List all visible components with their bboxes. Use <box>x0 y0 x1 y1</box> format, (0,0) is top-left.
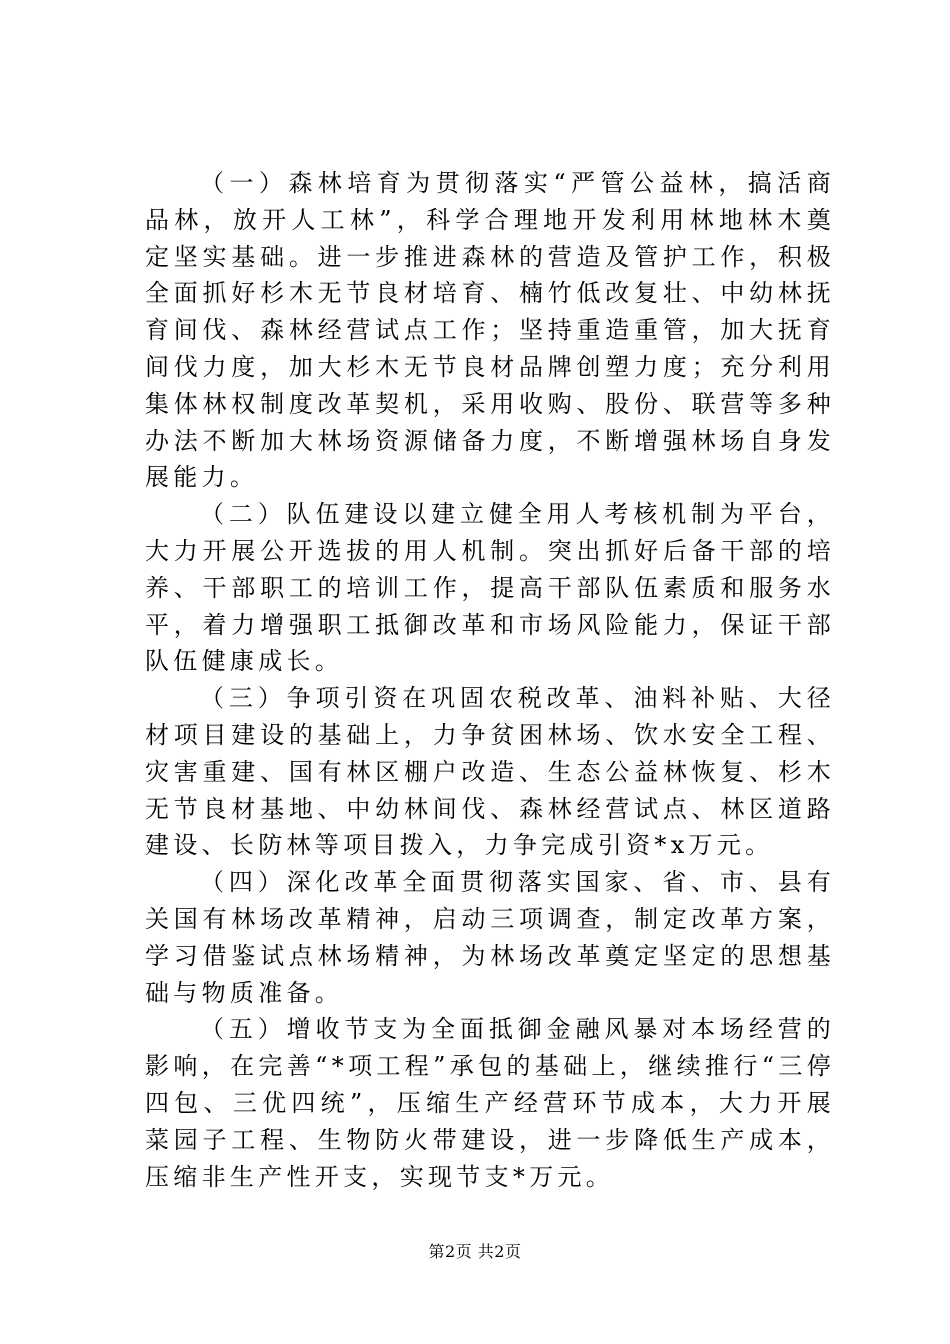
page-footer: 第2页 共2页 <box>428 1242 522 1261</box>
paragraph-deepen-reform: （四）深化改革全面贯彻落实国家、省、市、县有关国有林场改革精神，启动三项调查，制定改革方案，学习借鉴试点林场精神，为林场改革奠定坚定的思想基础与物质准备。 <box>145 868 835 1007</box>
paragraph-team-building: （二）队伍建设以建立健全用人考核机制为平台，大力开展公开选拔的用人机制。突出抓好后备干部的培养、干部职工的培训工作，提高干部队伍素质和服务水平，着力增强职工抵御改革和市场风险能力，保证干部队伍健康成长。 <box>145 500 835 676</box>
document-body <box>145 165 835 1195</box>
paragraph-forest-cultivation: （一）森林培育为贯彻落实“严管公益林，搞活商品林，放开人工林”，科学合理地开发利用林地林木奠定坚实基础。进一步推进森林的营造及管护工作，积极全面抓好杉木无节良材培育、楠竹低改复壮、中幼林抚育间伐、森林经营试点工作；坚持重造重管，加大抚育间伐力度，加大杉木无节良材品牌创塑力度；充分利用集体林权制度改革契机，采用收购、股份、联营等多种办法不断加大林场资源储备力度，不断增强林场自身发展能力。 <box>145 169 835 492</box>
paragraph-project-funding: （三）争项引资在巩固农税改革、油料补贴、大径材项目建设的基础上，力争贫困林场、饮水安全工程、灾害重建、国有林区棚户改造、生态公益林恢复、杉木无节良材基地、中幼林间伐、森林经营试点、林区道路建设、长防林等项目拨入，力争完成引资*x万元。 <box>145 684 835 860</box>
paragraph-increase-income: （五）增收节支为全面抵御金融风暴对本场经营的影响，在完善“*项工程”承包的基础上，继续推行“三停四包、三优四统”，压缩生产经营环节成本，大力开展菜园子工程、生物防火带建设，进一步降低生产成本，压缩非生产性开支，实现节支*万元。 <box>145 1015 835 1191</box>
